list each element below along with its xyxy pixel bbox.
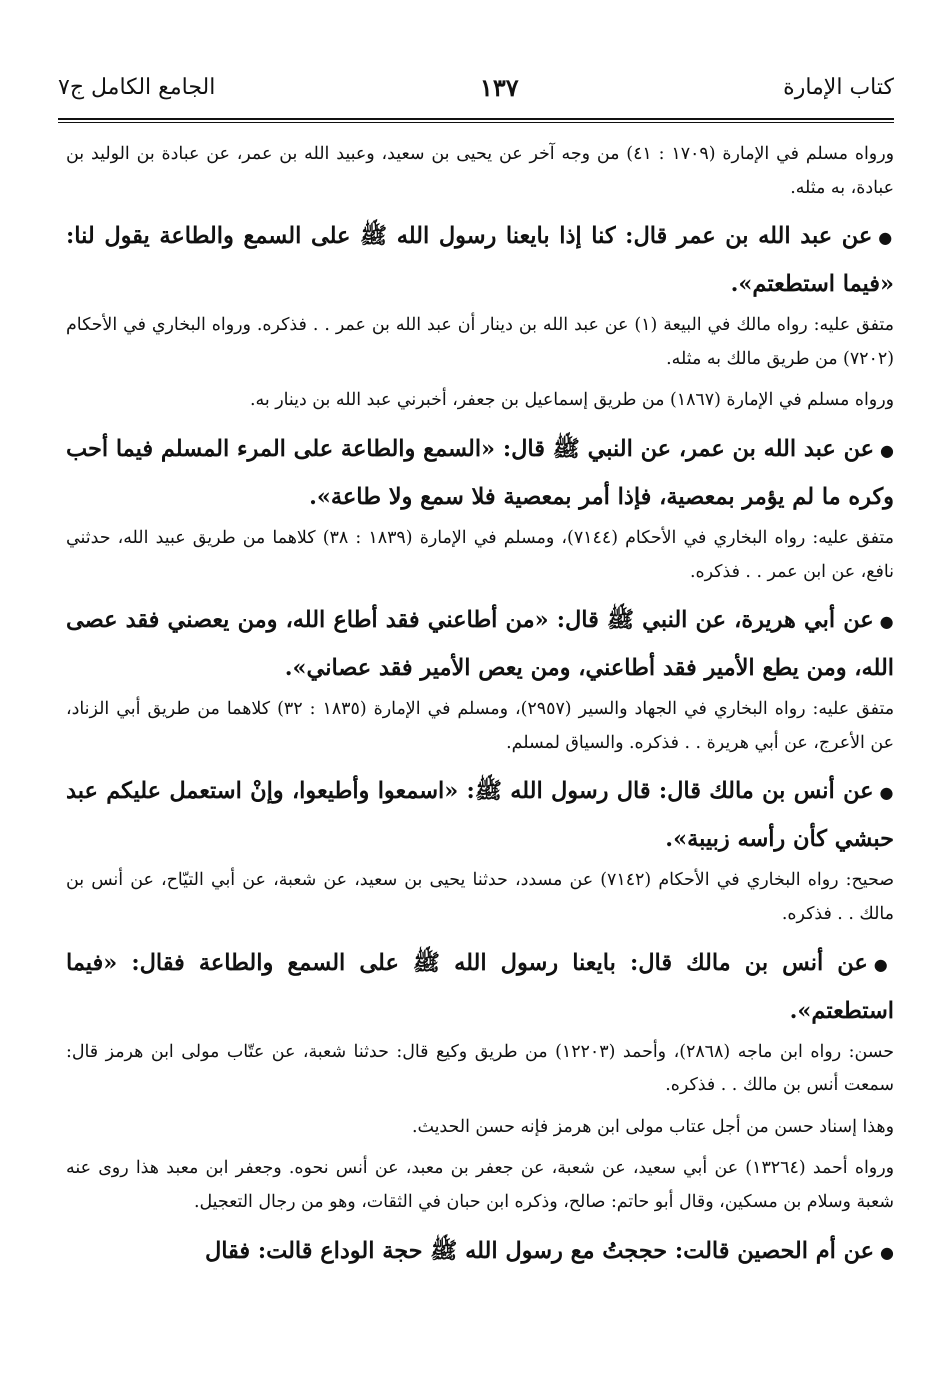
commentary-paragraph: صحيح: رواه البخاري في الأحكام (٧١٤٢) عن مسدد، حدثنا يحيى بن سعيد، عن شعبة، عن أبي التيّاح، عن أنس بن مالك . . فذكره. (66, 870, 894, 924)
hadith-paragraph: ●عن عبد الله بن عمر قال: كنا إذا بايعنا رسول الله ﷺ على السمع والطاعة يقول لنا: «فيما استطعتم». (66, 223, 895, 298)
commentary-paragraph: ورواه مسلم في الإمارة (١٧٠٩ : ٤١) من وجه آخر عن يحيى بن سعيد، وعبيد الله بن عمر، عن عبادة بن الوليد بن عبادة، به مثله. (66, 144, 894, 198)
commentary-paragraph: متفق عليه: رواه البخاري في الجهاد والسير (٢٩٥٧)، ومسلم في الإمارة (١٨٣٥ : ٣٢) كلاهما من طريق أبي الزناد، عن الأعرج، عن أبي هريرة . . فذكره. والسياق لمسلم. (66, 699, 895, 753)
bullet-icon: ● (879, 612, 894, 632)
commentary-paragraph: متفق عليه: رواه مالك في البيعة (١) عن عبد الله بن دينار أن عبد الله بن عمر . . فذكره. ورواه البخاري في الأحكام (٧٢٠٢) من طريق مالك به مثله. (66, 315, 894, 369)
header-rule (58, 118, 894, 120)
bullet-icon: ● (878, 228, 895, 248)
book-title: كتاب الإمارة (783, 74, 894, 100)
commentary-paragraph: ورواه مسلم في الإمارة (١٨٦٧) من طريق إسماعيل بن جعفر، أخبرني عبد الله بن دينار به. (250, 390, 894, 411)
bullet-icon: ● (880, 1242, 894, 1262)
page-header (58, 62, 894, 112)
hadith-paragraph: ●عن أم الحصين قالت: حججتُ مع رسول الله ﷺ حجة الوداع قالت: فقال (204, 1237, 894, 1264)
hadith-paragraph: ●عن عبد الله بن عمر، عن النبي ﷺ قال: «السمع والطاعة على المرء المسلم فيما أحب وكره ما لم يؤمر بمعصية، فإذا أمر بمعصية فلا سمع ولا طاعة». (66, 435, 894, 510)
hadith-paragraph: ●عن أنس بن مالك قال: بايعنا رسول الله ﷺ على السمع والطاعة فقال: «فيما استطعتم». (66, 949, 895, 1024)
bullet-icon: ● (873, 954, 895, 974)
commentary-paragraph: ورواه أحمد (١٣٢٦٤) عن أبي سعيد، عن شعبة، عن جعفر بن معبد، عن أنس نحوه. وجعفر ابن معبد هذا روى عنه شعبة وسلام بن مسكين، وقال أبو حاتم: صالح، وذكره ابن حبان في الثقات، وهو من رجال التعجيل. (66, 1158, 894, 1212)
hadith-paragraph: ●عن أنس بن مالك قال: قال رسول الله ﷺ: «اسمعوا وأطيعوا، وإنْ استعمل عليكم عبد حبشي كأن رأسه زبيبة». (66, 778, 895, 853)
commentary-paragraph: متفق عليه: رواه البخاري في الأحكام (٧١٤٤)، ومسلم في الإمارة (١٨٣٩ : ٣٨) كلاهما من طريق عبيد الله، حدثني نافع، عن ابن عمر . . فذكره. (66, 527, 895, 582)
hadith-paragraph: ●عن أبي هريرة، عن النبي ﷺ قال: «من أطاعني فقد أطاع الله، ومن يعصني فقد عصى الله، ومن يطع الأمير فقد أطاعني، ومن يعص الأمير فقد عصاني». (66, 607, 894, 682)
bullet-icon: ● (880, 440, 894, 460)
page-body (66, 138, 894, 1278)
page-number: ١٣٧ (479, 72, 519, 102)
commentary-paragraph: حسن: رواه ابن ماجه (٢٨٦٨)، وأحمد (١٢٢٠٣) من طريق وكيع قال: حدثنا شعبة، عن عتّاب مولى ابن هرمز قال: سمعت أنس بن مالك . . فذكره. (66, 1041, 894, 1096)
header-rule-thin (58, 122, 894, 123)
commentary-paragraph: وهذا إسناد حسن من أجل عتاب مولى ابن هرمز فإنه حسن الحديث. (411, 1116, 894, 1137)
bullet-icon: ● (879, 783, 895, 803)
volume-title: الجامع الكامل ج٧ (58, 74, 216, 100)
